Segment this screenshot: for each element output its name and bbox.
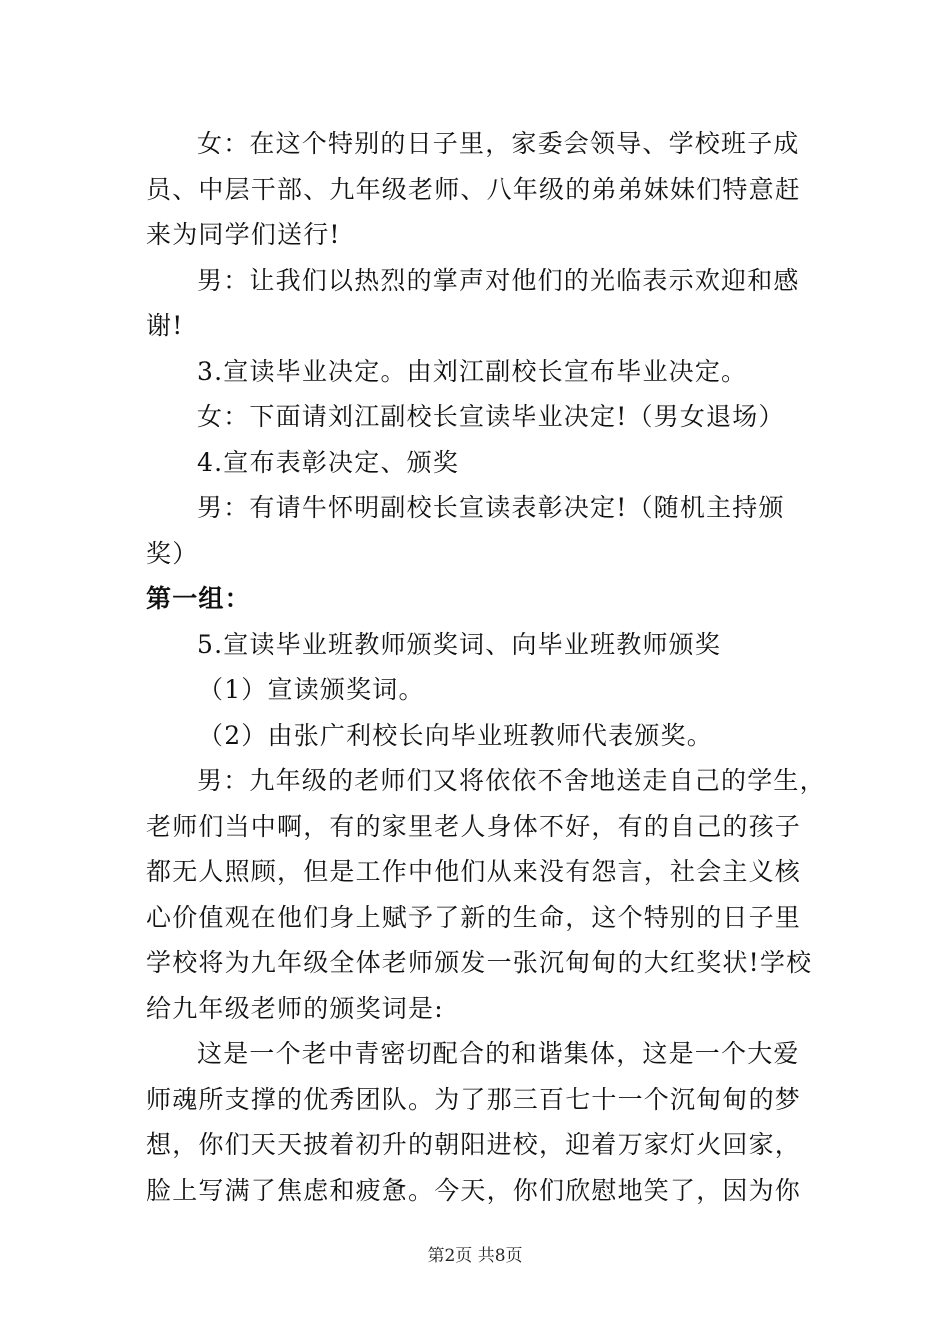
- paragraph-line: 男：九年级的老师们又将依依不舍地送走自己的学生，: [197, 766, 826, 795]
- paragraph-line: 3.宣读毕业决定。由刘江副校长宣布毕业决定。: [197, 356, 748, 386]
- paragraph-line: 奖）: [146, 538, 199, 568]
- document-body: [146, 121, 826, 1213]
- paragraph-line: 4.宣布表彰决定、颁奖: [197, 447, 460, 477]
- paragraph-line: （1）宣读颁奖词。: [198, 675, 425, 704]
- page-number-footer: 第2页 共8页: [427, 1246, 523, 1266]
- paragraph-line: 男：让我们以热烈的掌声对他们的光临表示欢迎和感: [197, 265, 800, 295]
- paragraph-line: 给九年级老师的颁奖词是:: [146, 993, 444, 1023]
- paragraph-line: 脸上写满了焦虑和疲惫。今天，你们欣慰地笑了，因为你: [146, 1175, 802, 1205]
- paragraph-line: 男：有请牛怀明副校长宣读表彰决定!（随机主持颁: [197, 493, 785, 522]
- paragraph-line: 师魂所支撑的优秀团队。为了那三百七十一个沉甸甸的梦: [146, 1084, 802, 1114]
- paragraph-line: 都无人照顾，但是工作中他们从来没有怨言，社会主义核: [146, 857, 802, 886]
- paragraph-line: 这是一个老中青密切配合的和谐集体，这是一个大爱: [197, 1039, 800, 1068]
- paragraph-line: 想，你们天天披着初升的朝阳进校，迎着万家灯火回家，: [146, 1130, 802, 1159]
- paragraph-line: （2）由张广利校长向毕业班教师代表颁奖。: [198, 720, 713, 750]
- paragraph-line: 老师们当中啊，有的家里老人身体不好，有的自己的孩子: [146, 811, 802, 841]
- paragraph-line: 谢!: [146, 311, 184, 340]
- paragraph-line: 心价值观在他们身上赋予了新的生命，这个特别的日子里: [146, 902, 802, 932]
- paragraph-line: 员、中层干部、九年级老师、八年级的弟弟妹妹们特意赶: [146, 174, 802, 204]
- paragraph-line: 学校将为九年级全体老师颁发一张沉甸甸的大红奖状!学校: [146, 948, 813, 977]
- paragraph-line: 女：下面请刘江副校长宣读毕业决定!（男女退场）: [197, 402, 785, 431]
- section-heading: 第一组：: [146, 584, 251, 613]
- paragraph-line: 来为同学们送行!: [146, 220, 341, 249]
- paragraph-line: 女：在这个特别的日子里，家委会领导、学校班子成: [197, 129, 800, 158]
- paragraph-line: 5.宣读毕业班教师颁奖词、向毕业班教师颁奖: [197, 629, 722, 659]
